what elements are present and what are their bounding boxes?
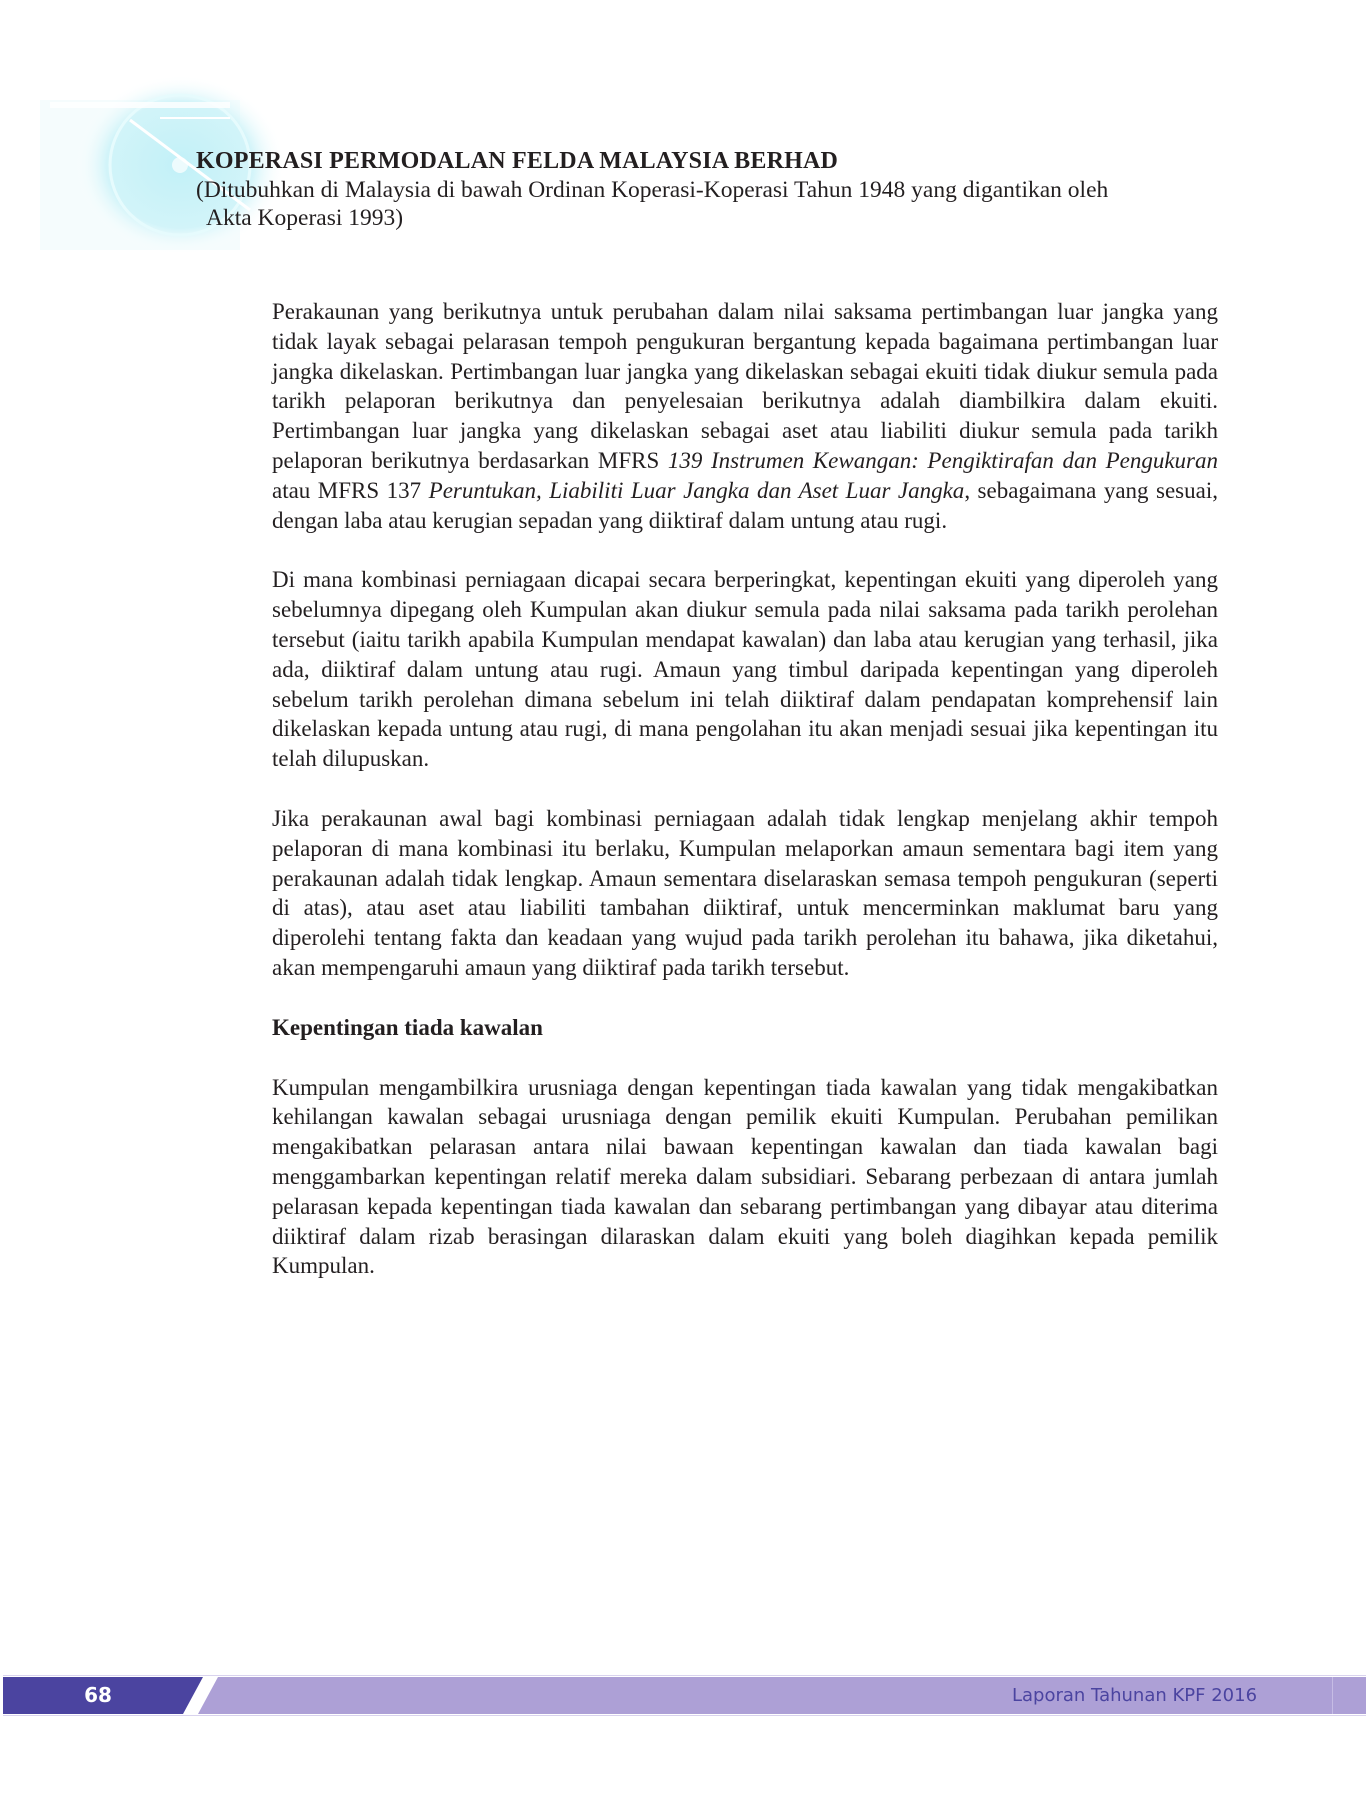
section-heading: Kepentingan tiada kawalan	[272, 1014, 543, 1040]
paragraph-2: Di mana kombinasi perniagaan dicapai secara berperingkat, kepentingan ekuiti yang diperoleh yang sebelumnya dipegang oleh Kumpulan akan diukur semula pada nilai saksama pada tarikh perolehan tersebut (iaitu tarikh apabila Kumpulan mendapat kawalan) dan laba atau kerugian yang terhasil, jika ada, diiktiraf dalam untung atau rugi. Amaun yang timbul daripada kepentingan yang diperoleh sebelum tarikh perolehan dimana sebelum ini telah diiktiraf dalam pendapatan komprehensif lain dikelaskan kepada untung atau rugi, di mana pengolahan itu akan menjadi sesuai jika kepentingan itu telah dilupuskan.	[272, 567, 1218, 772]
paragraph-1-text-c: , sebagaimana yang sesuai, dengan laba atau kerugian sepadan yang diiktiraf dalam untung atau rugi.	[272, 477, 1218, 533]
paragraph-3: Jika perakaunan awal bagi kombinasi perniagaan adalah tidak lengkap menjelang akhir tempoh pelaporan di mana kombinasi itu berlaku, Kumpulan melaporkan amaun sementara bagi item yang perakaunan adalah tidak lengkap. Amaun sementara diselaraskan semasa tempoh pengukuran (seperti di atas), atau aset atau liabiliti tambahan diiktiraf, untuk mencerminkan maklumat baru yang diperolehi tentang fakta dan keadaan yang wujud pada tarikh perolehan itu bahawa, jika diketahui, akan mempengaruhi amaun yang diiktiraf pada tarikh tersebut.	[272, 805, 1218, 980]
footer-border-top	[3, 1675, 1366, 1676]
page-number: 68	[84, 1683, 112, 1707]
paragraph-1-text-b: atau MFRS 137	[272, 477, 429, 503]
document-header	[196, 146, 1256, 232]
paragraph-4: Kumpulan mengambilkira urusniaga dengan kepentingan tiada kawalan yang tidak mengakibatkan kehilangan kawalan sebagai urusniaga dengan pemilik ekuiti Kumpulan. Perubahan pemilikan mengakibatkan pelarasan antara nilai bawaan kepentingan kawalan dan tiada kawalan bagi menggambarkan kepentingan relatif mereka dalam subsidiari. Sebarang perbezaan di antara jumlah pelarasan kepada kepentingan tiada kawalan dan sebarang pertimbangan yang dibayar atau diterima diiktiraf dalam rizab berasingan dilaraskan dalam ekuiti yang boleh diagihkan kepada pemilik Kumpulan.	[272, 1074, 1218, 1279]
paragraph-1	[272, 297, 1218, 535]
standard-name-mfrs139: 139 Instrumen Kewangan: Pengiktirafan dan Pengukuran	[667, 447, 1218, 473]
page-footer	[0, 1677, 1366, 1714]
document-body	[272, 297, 1218, 1281]
organization-title: KOPERASI PERMODALAN FELDA MALAYSIA BERHAD	[196, 148, 839, 174]
footer-border-bottom	[3, 1715, 1366, 1716]
standard-name-mfrs137: Peruntukan, Liabiliti Luar Jangka dan Aset Luar Jangka	[428, 477, 965, 503]
organization-subtitle-line2: Akta Koperasi 1993)	[206, 205, 404, 231]
footer-divider	[1332, 1677, 1333, 1714]
report-title: Laporan Tahunan KPF 2016	[1012, 1685, 1258, 1706]
organization-subtitle-line1: (Ditubuhkan di Malaysia di bawah Ordinan Koperasi-Koperasi Tahun 1948 yang digantikan oleh	[196, 177, 1109, 203]
paragraph-1-text-a: Perakaunan yang berikutnya untuk perubahan dalam nilai saksama pertimbangan luar jangka yang tidak layak sebagai pelarasan tempoh pengukuran bergantung kepada bagaimana pertimbangan luar jangka dikelaskan. Pertimbangan luar jangka yang dikelaskan sebagai ekuiti tidak diukur semula pada tarikh pelaporan berikutnya dan penyelesaian berikutnya adalah diambilkira dalam ekuiti. Pertimbangan luar jangka yang dikelaskan sebagai aset atau liabiliti diukur semula pada tarikh pelaporan berikutnya berdasarkan MFRS	[272, 299, 1218, 473]
